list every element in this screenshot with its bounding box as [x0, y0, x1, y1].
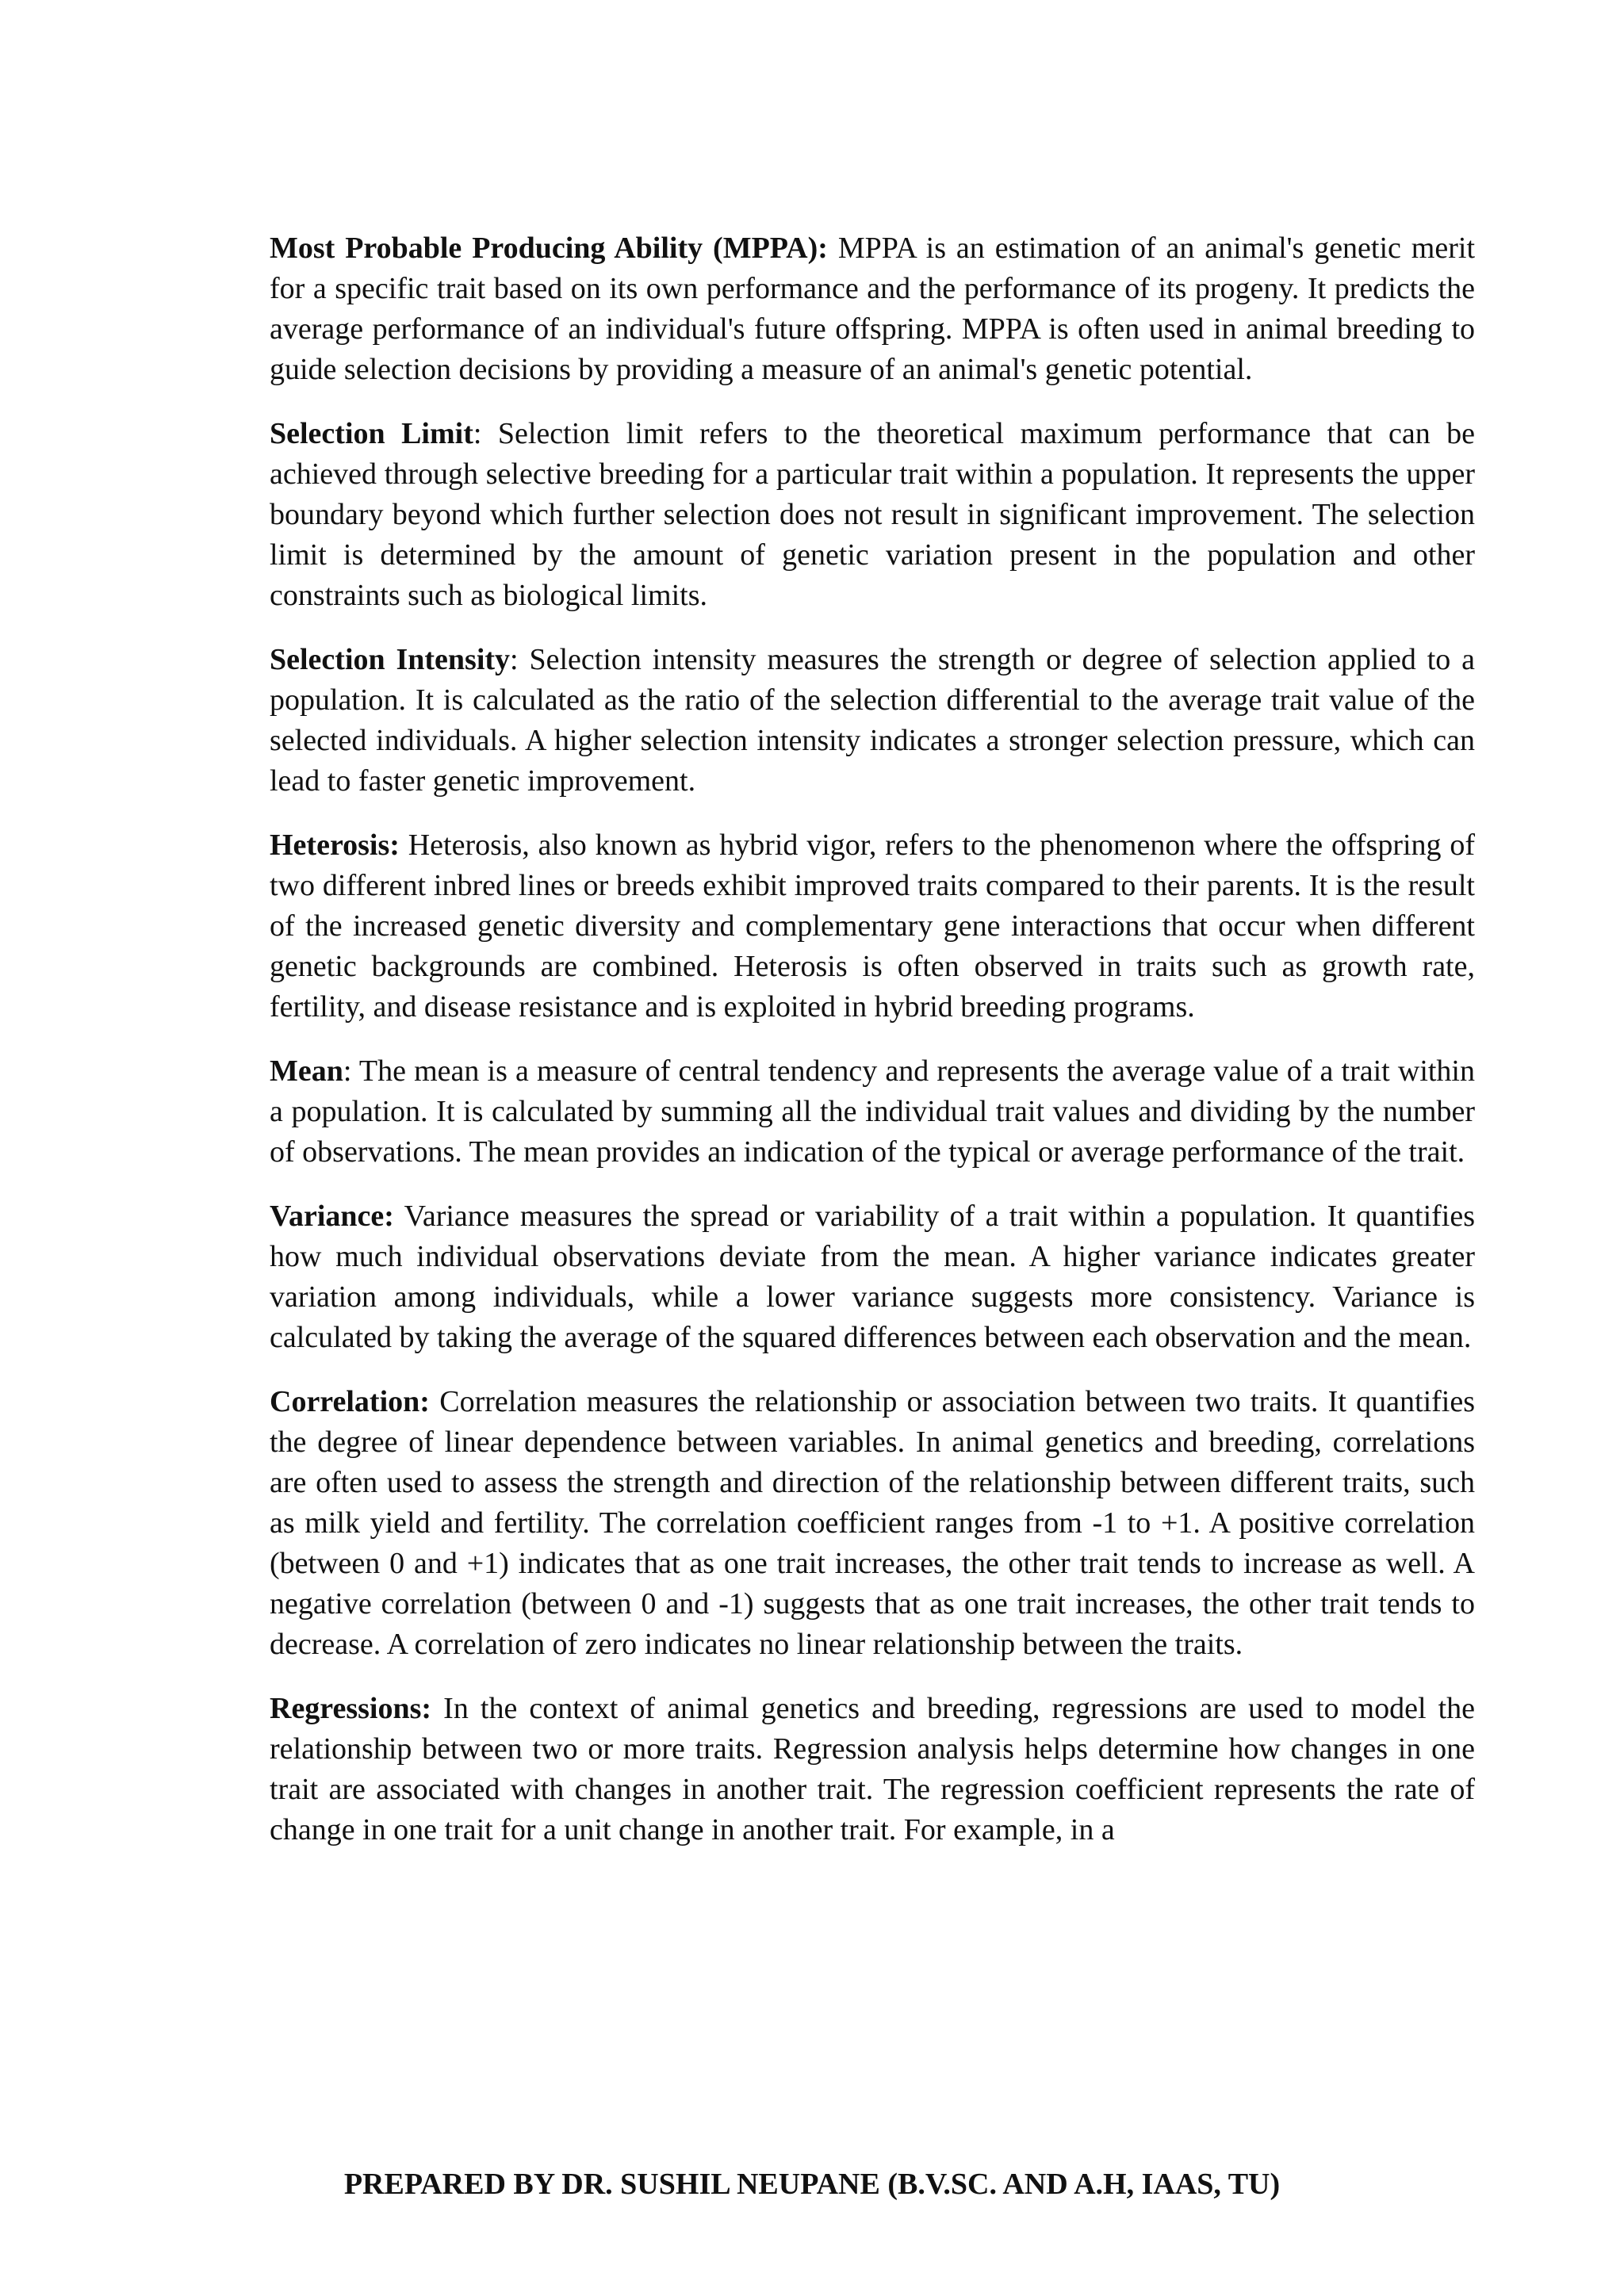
term-heading: Most Probable Producing Ability (MPPA):: [270, 232, 828, 265]
entry-selection-intensity: [270, 640, 1475, 802]
term-separator: :: [473, 417, 498, 450]
entry-heterosis: [270, 825, 1475, 1027]
definition-text: The mean is a measure of central tendency and represents the average value of a trait within a population. It is calculated by summing all the individual trait values and dividing by the number of observations. The mean provides an indication of the typical or average performance of the trait.: [270, 1054, 1475, 1169]
definition-text: Selection limit refers to the theoretical maximum performance that can be achieved through selective breeding for a particular trait within a population. It represents the upper boundary beyond which further selection does not result in significant improvement. The selection limit is determined by the amount of genetic variation present in the population and other constraints such as biological limits.: [270, 417, 1476, 612]
term-heading: Heterosis:: [270, 828, 400, 862]
term-separator: [828, 232, 838, 265]
definition-text: Correlation measures the relationship or association between two traits. It quantifies the degree of linear dependence between variables. In animal genetics and breeding, correlations are often used to assess the strength and direction of the relationship between different traits, such as milk yield and fertility. The correlation coefficient ranges from -1 to +1. A positive correlation (between 0 and +1) indicates that as one trait increases, the other trait tends to increase as well. A negative correlation (between 0 and -1) suggests that as one trait increases, the other trait tends to decrease. A correlation of zero indicates no linear relationship between the traits.: [270, 1385, 1476, 1661]
entry-mppa: [270, 228, 1475, 390]
entry-variance: [270, 1196, 1475, 1358]
entry-mean: [270, 1051, 1475, 1173]
term-heading: Selection Intensity: [270, 643, 511, 676]
definition-text: Variance measures the spread or variability of a trait within a population. It quantifies how much individual observations deviate from the mean. A higher variance indicates greater variation among individuals, while a lower variance suggests more consistency. Variance is calculated by taking the average of the squared differences between each observation and the mean.: [270, 1200, 1475, 1354]
definition-text: In the context of animal genetics and breeding, regressions are used to model the relationship between two or more traits. Regression analysis helps determine how changes in one trait are associated with changes in another trait. The regression coefficient represents the rate of change in one trait for a unit change in another trait. For example, in a: [270, 1692, 1476, 1846]
term-heading: Regressions:: [270, 1692, 432, 1725]
term-separator: [430, 1385, 439, 1418]
term-separator: :: [343, 1054, 359, 1088]
term-separator: [431, 1692, 443, 1725]
term-heading: Mean: [270, 1054, 343, 1088]
entry-selection-limit: [270, 414, 1475, 616]
term-heading: Selection Limit: [270, 417, 473, 450]
definition-text: Selection intensity measures the strength or degree of selection applied to a population. It is calculated as the ratio of the selection differential to the average trait value of the selected individuals. A higher selection intensity indicates a stronger selection pressure, which can lead to faster genetic improvement.: [270, 643, 1475, 798]
term-separator: [394, 1200, 404, 1233]
definition-text: Heterosis, also known as hybrid vigor, refers to the phenomenon where the offspring of two different inbred lines or breeds exhibit improved traits compared to their parents. It is the result of the increased genetic diversity and complementary gene interactions that occur when different genetic backgrounds are combined. Heterosis is often observed in traits such as growth rate, fertility, and disease resistance and is exploited in hybrid breeding programs.: [270, 828, 1476, 1024]
entry-regressions: [270, 1689, 1475, 1850]
term-heading: Correlation:: [270, 1385, 430, 1418]
term-separator: [400, 828, 408, 862]
page-footer: PREPARED BY DR. SUSHIL NEUPANE (B.V.SC. AND A.H, IAAS, TU): [343, 2168, 1281, 2201]
entry-correlation: [270, 1382, 1475, 1665]
term-heading: Variance:: [270, 1200, 394, 1233]
term-separator: :: [510, 643, 530, 676]
document-body: [270, 228, 1475, 1874]
definition-text: MPPA is an estimation of an animal's genetic merit for a specific trait based on its own performance and the performance of its progeny. It predicts the average performance of an individual's future offspring. MPPA is often used in animal breeding to guide selection decisions by providing a measure of an animal's genetic potential.: [270, 232, 1476, 386]
